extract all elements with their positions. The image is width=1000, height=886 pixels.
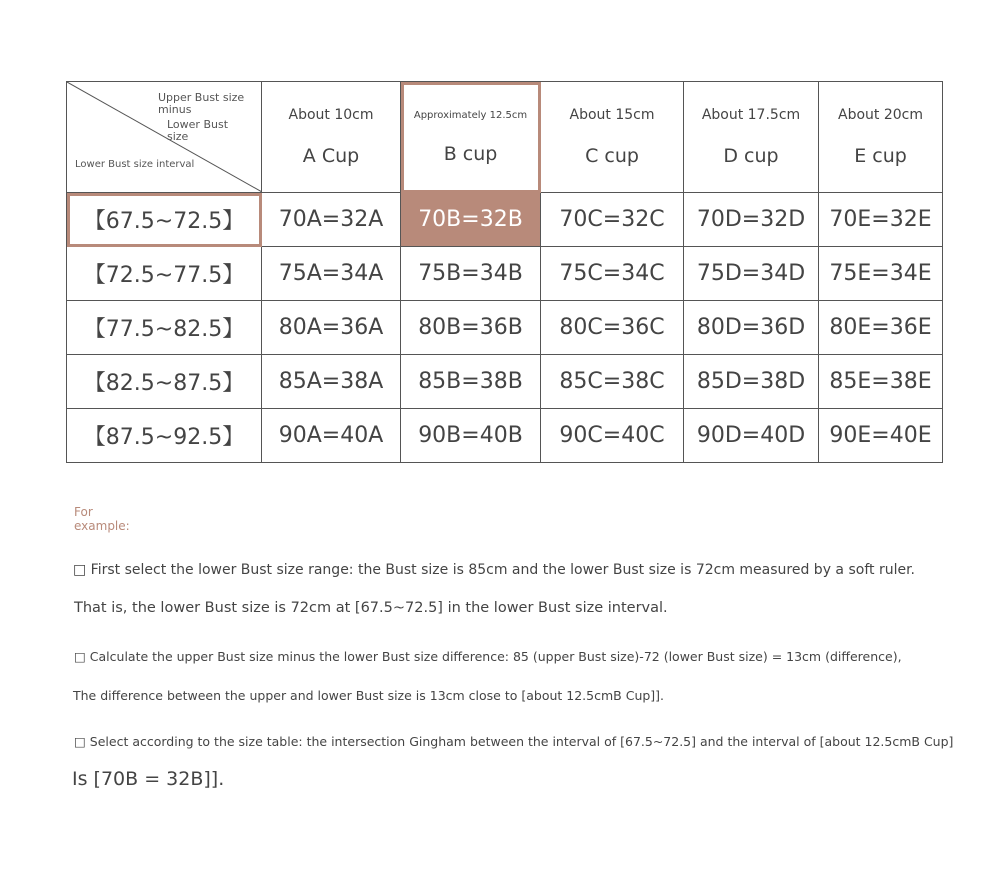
column-diff: About 20cm: [838, 107, 923, 123]
range-cell: 【77.5~82.5】: [67, 301, 262, 355]
step-1b-text: That is, the lower Bust size is 72cm at [67.5~72.5] in the lower Bust size interval.: [74, 600, 668, 616]
table-row: [67, 193, 943, 247]
column-cup: E cup: [854, 145, 907, 167]
step-3-text: □ Select according to the size table: the intersection Gingham between the interval of [67.5~72.5] and the interval of [about 12.5cmB Cup]: [74, 734, 954, 749]
table-row: [67, 355, 943, 409]
size-cell: 70E=32E: [819, 193, 943, 247]
column-diff: About 15cm: [569, 107, 655, 123]
size-cell: 80A=36A: [262, 301, 401, 355]
size-cell: 75A=34A: [262, 247, 401, 301]
size-cell: 80D=36D: [684, 301, 819, 355]
table-row: [67, 301, 943, 355]
size-cell: 70D=32D: [684, 193, 819, 247]
table-row: [67, 247, 943, 301]
size-cell: 80B=36B: [401, 301, 541, 355]
column-cup: D cup: [723, 145, 779, 167]
size-cell: 90C=40C: [541, 409, 684, 463]
size-cell: 85E=38E: [819, 355, 943, 409]
size-cell: 85C=38C: [541, 355, 684, 409]
column-header-a: [262, 82, 401, 193]
corner-header-cell: [67, 82, 262, 193]
column-cup: A Cup: [302, 145, 360, 167]
size-cell: 75B=34B: [401, 247, 541, 301]
lower-bust-label: Lower Bust size: [167, 118, 229, 143]
size-cell: 75C=34C: [541, 247, 684, 301]
result-text: Is [70B = 32B]].: [72, 768, 225, 790]
range-cell: 【67.5~72.5】: [67, 193, 262, 247]
column-header-b: [401, 82, 541, 193]
column-diff: About 17.5cm: [701, 107, 801, 123]
range-cell: 【72.5~77.5】: [67, 247, 262, 301]
size-cell: 85A=38A: [262, 355, 401, 409]
size-chart-table: [66, 81, 943, 463]
size-cell: 85B=38B: [401, 355, 541, 409]
size-cell: 75D=34D: [684, 247, 819, 301]
upper-bust-label: Upper Bust size minus: [158, 91, 245, 116]
table-row: [67, 409, 943, 463]
size-cell-highlighted: 70B=32B: [401, 193, 541, 247]
column-cup: C cup: [585, 145, 639, 167]
size-cell: 90B=40B: [401, 409, 541, 463]
size-cell: 90E=40E: [819, 409, 943, 463]
interval-label: Lower Bust size interval: [75, 159, 195, 170]
step-2b-text: The difference between the upper and lower Bust size is 13cm close to [about 12.5cmB Cup]].: [73, 688, 665, 703]
size-cell: 90A=40A: [262, 409, 401, 463]
range-cell: 【82.5~87.5】: [67, 355, 262, 409]
size-cell: 70A=32A: [262, 193, 401, 247]
step-1-text: □ First select the lower Bust size range: the Bust size is 85cm and the lower Bust size is 72cm measured by a soft ruler.: [73, 562, 915, 578]
column-diff: Approximately 12.5cm: [413, 109, 528, 121]
size-cell: 75E=34E: [819, 247, 943, 301]
column-header-e: [819, 82, 943, 193]
size-cell: 85D=38D: [684, 355, 819, 409]
for-example-label: For example:: [74, 505, 130, 533]
column-cup: B cup: [443, 142, 498, 165]
size-cell: 70C=32C: [541, 193, 684, 247]
size-cell: 80C=36C: [541, 301, 684, 355]
column-diff: About 10cm: [288, 107, 374, 123]
column-header-c: [541, 82, 684, 193]
header-row: [67, 82, 943, 193]
step-2-text: □ Calculate the upper Bust size minus the lower Bust size difference: 85 (upper Bust size)-72 (lower Bust size) = 13cm (difference),: [74, 649, 902, 664]
column-header-d: [684, 82, 819, 193]
size-cell: 90D=40D: [684, 409, 819, 463]
range-cell: 【87.5~92.5】: [67, 409, 262, 463]
size-cell: 80E=36E: [819, 301, 943, 355]
